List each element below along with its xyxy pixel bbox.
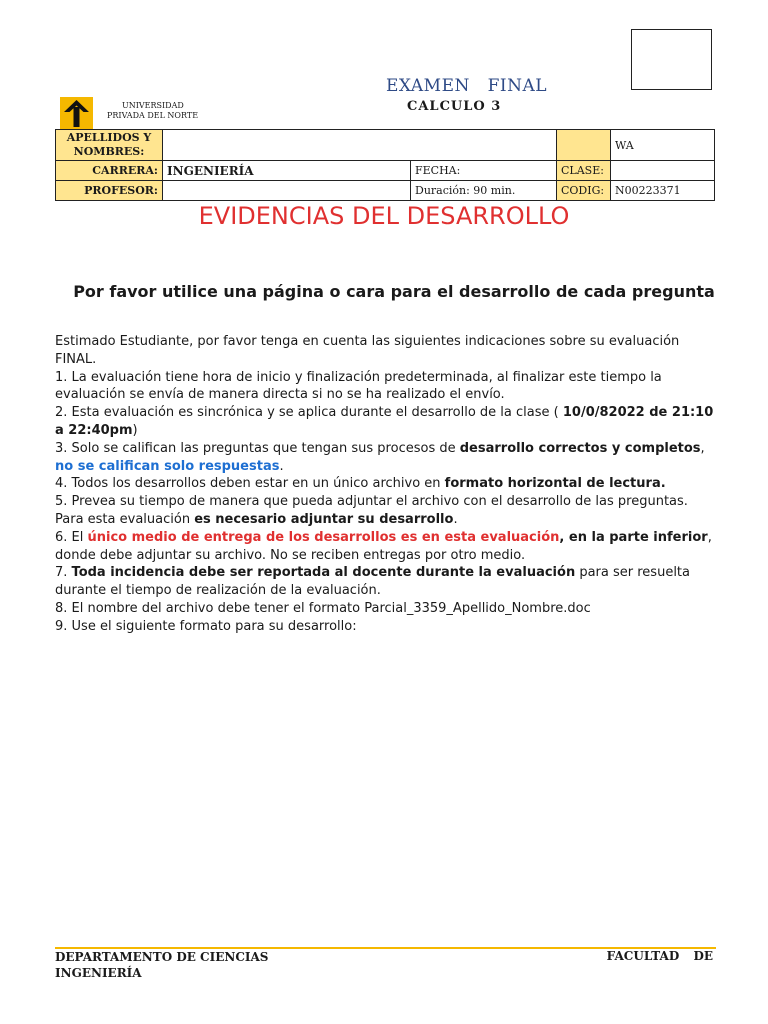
instruction-item-4: 4. Todos los desarrollos deben estar en un único archivo en formato horizontal de lectura. <box>55 476 666 492</box>
instruction-item-5: 5. Prevea su tiempo de manera que pueda adjuntar el archivo con el desarrollo de las preguntas. Para esta evaluación es necesario adjuntar su desarrollo. <box>55 494 688 527</box>
instruction-item-6: 6. El único medio de entrega de los desarrollos es en esta evaluación, en la parte inferior, donde debe adjuntar su archivo. No se reciben entregas por otro medio. <box>55 529 712 563</box>
wa-label <box>557 130 611 161</box>
instruction-item-8: 8. El nombre del archivo debe tener el formato Parcial_3359_Apellido_Nombre.doc <box>55 600 591 616</box>
fecha-field[interactable]: FECHA: <box>411 161 557 181</box>
course-name: CALCULO 3 <box>407 99 502 114</box>
clase-label: CLASE: <box>557 161 611 181</box>
upn-arrow-logo-icon <box>60 97 93 130</box>
evidence-title: EVIDENCIAS DEL DESARROLLO <box>198 202 570 230</box>
apellidos-label: APELLIDOS Y NOMBRES: <box>56 130 163 161</box>
instruction-item-3: 3. Solo se califican las preguntas que tengan sus procesos de desarrollo correctos y completos, no se califican solo respuestas. <box>55 440 705 474</box>
instructions-list <box>55 333 715 636</box>
footer-faculty: FACULTAD DE <box>606 949 713 963</box>
carrera-label: CARRERA: <box>56 161 163 181</box>
grade-box <box>631 29 712 90</box>
profesor-label: PROFESOR: <box>56 181 163 201</box>
wa-field[interactable]: WA <box>611 130 715 161</box>
student-info-table <box>55 129 715 201</box>
profesor-field[interactable] <box>163 181 411 201</box>
exam-title: EXAMEN FINAL <box>386 76 548 96</box>
university-name-line1: UNIVERSIDAD <box>122 101 184 110</box>
duracion-text: Duración: 90 min. <box>411 181 557 201</box>
instruction-item-1: 1. La evaluación tiene hora de inicio y finalización predeterminada, al finalizar este tiempo la evaluación se envía de manera directa si no se ha realizado el envío. <box>55 369 662 403</box>
carrera-field[interactable]: INGENIERÍA <box>163 161 411 181</box>
instruction-item-7: 7. Toda incidencia debe ser reportada al docente durante la evaluación para ser resuelta durante el tiempo de realización de la evaluación. <box>55 565 690 599</box>
university-name-line2: PRIVADA DEL NORTE <box>107 111 199 120</box>
clase-field[interactable] <box>611 161 715 181</box>
codig-label: CODIG: <box>557 181 611 201</box>
instructions-subtitle: Por favor utilice una página o cara para el desarrollo de cada pregunta <box>73 282 715 301</box>
instruction-item-9: 9. Use el siguiente formato para su desarrollo: <box>55 618 357 634</box>
instruction-item-2: 2. Esta evaluación es sincrónica y se aplica durante el desarrollo de la clase ( 10/0/82022 de 21:10 a 22:40pm) <box>55 405 714 438</box>
codig-field[interactable]: N00223371 <box>611 181 715 201</box>
instructions-intro: Estimado Estudiante, por favor tenga en cuenta las siguientes indicaciones sobre su evaluación FINAL. <box>55 334 680 367</box>
apellidos-field[interactable] <box>163 130 557 161</box>
footer-department: DEPARTAMENTO DE CIENCIAS INGENIERÍA <box>55 950 269 980</box>
